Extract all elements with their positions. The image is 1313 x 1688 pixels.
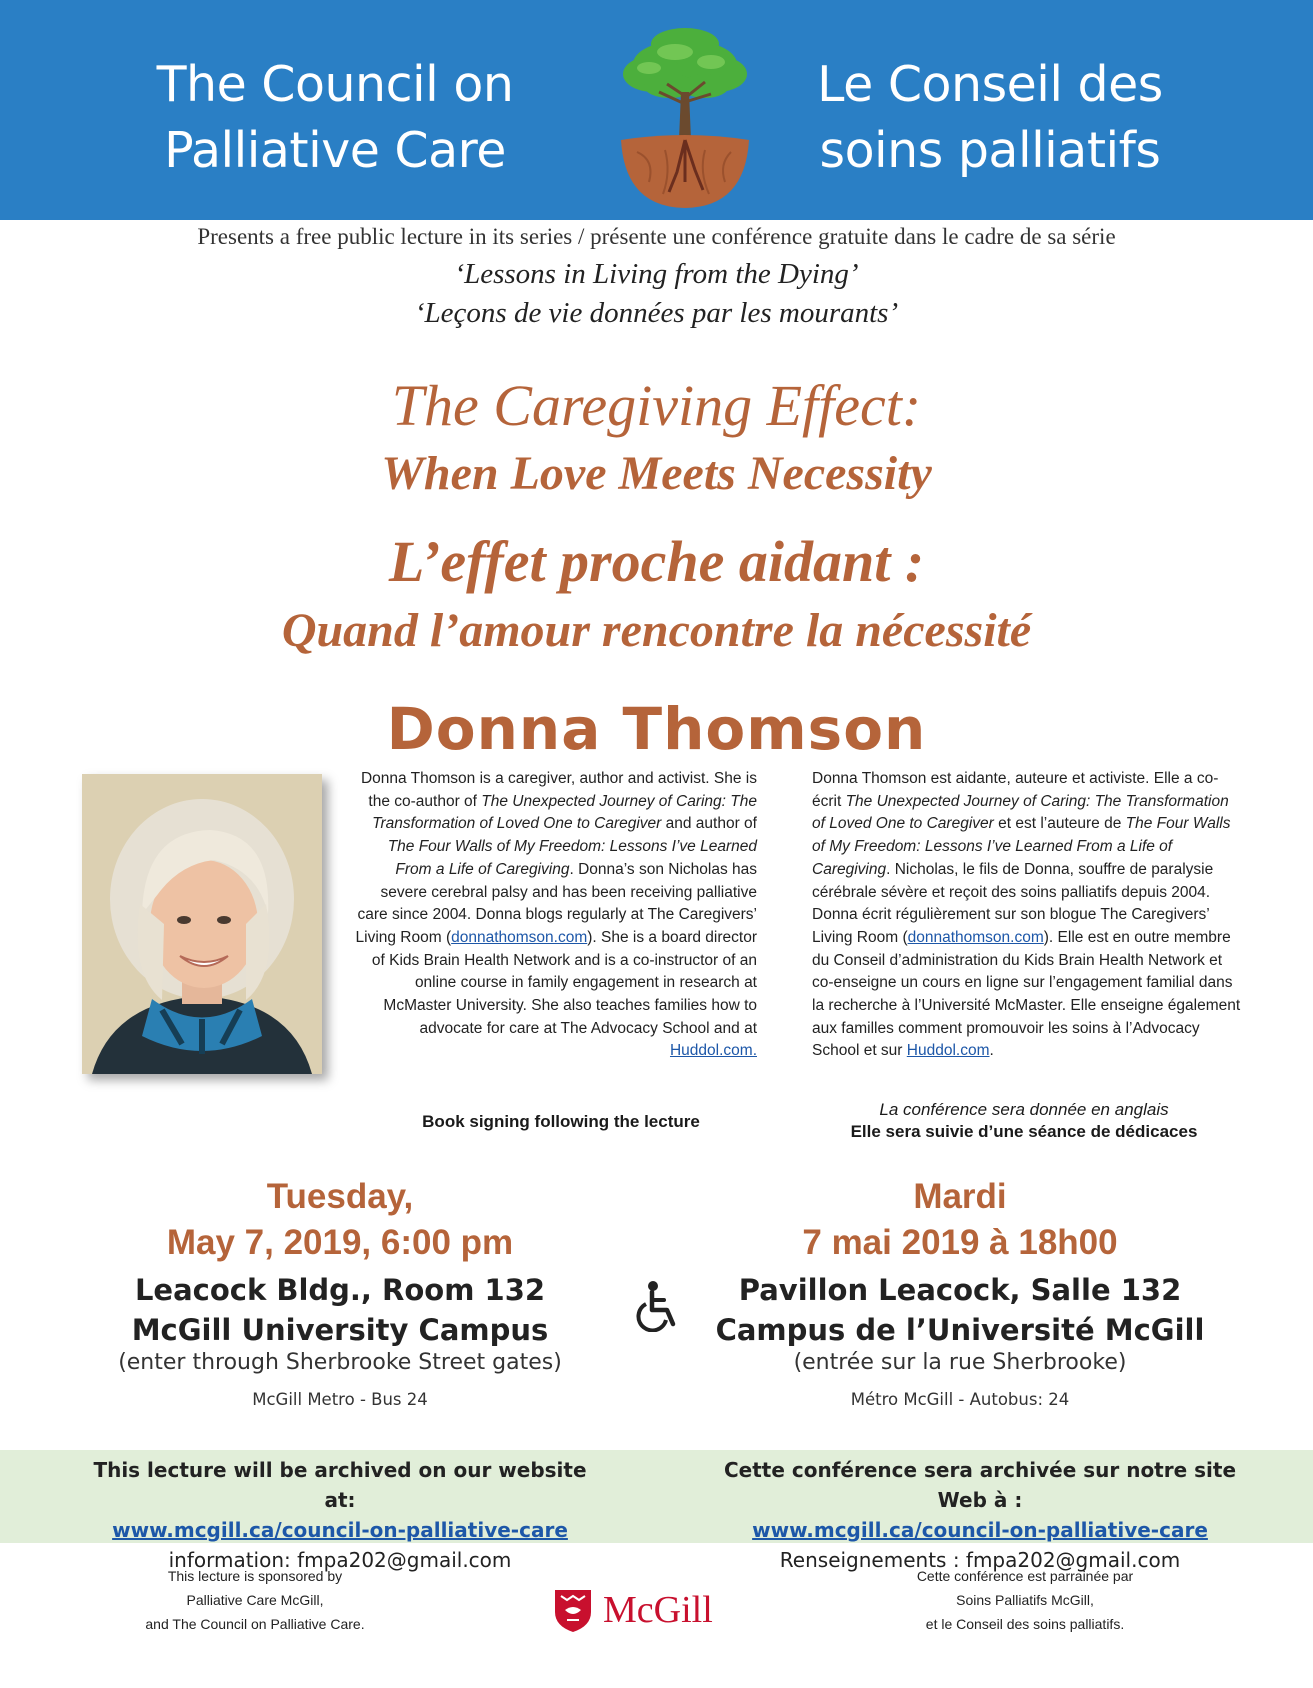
event-datetime-en: May 7, 2019, 6:00 pm	[166, 1223, 514, 1262]
mcgill-logo	[553, 1586, 753, 1636]
speaker-name: Donna Thomson	[386, 695, 927, 763]
mcgill-wordmark: McGill	[603, 1589, 713, 1631]
speaker-portrait	[82, 774, 322, 1074]
series-name-fr: ‘Leçons de vie données par les mourants’	[414, 297, 899, 329]
lecture-title-fr: L’effet proche aidant :	[388, 529, 925, 594]
speaker-bio-fr	[812, 768, 1242, 1063]
bio-en-book-2: The Four Walls of My Freedom: Lessons I’ve Learned From a Life of Caregiving	[387, 838, 757, 878]
event-date-fr	[710, 1174, 1210, 1266]
org-name-fr-line1: Le Conseil des	[817, 56, 1163, 113]
book-signing-fr: Elle sera suivie d’une séance de dédicaces	[850, 1122, 1198, 1141]
transit-en: McGill Metro - Bus 24	[252, 1390, 428, 1409]
sponsor-en-line2: Palliative Care McGill,	[186, 1592, 324, 1608]
bio-fr-text-2: et est l’auteure de	[993, 815, 1126, 833]
org-name-en	[120, 52, 550, 184]
series-name-en: ‘Lessons in Living from the Dying’	[454, 258, 859, 290]
org-name-fr	[775, 52, 1205, 184]
series-intro: Presents a free public lecture in its series / présente une conférence gratuite dans le cadre de sa série	[197, 224, 1116, 249]
speaker-bio-en	[355, 768, 757, 1063]
venue-room-fr: Pavillon Leacock, Salle 132	[738, 1273, 1182, 1307]
venue-fr	[700, 1270, 1220, 1350]
org-name-en-line2: Palliative Care	[164, 122, 506, 179]
bio-fr-book-1: The Unexpected Journey of Caring: The Transformation of Loved One to Caregiver	[812, 792, 1229, 833]
blog-link[interactable]: donnathomson.com	[451, 928, 588, 946]
portrait-illustration	[82, 774, 322, 1074]
lecture-title-en: The Caregiving Effect:	[391, 373, 922, 438]
lecture-language-fr: La conférence sera donnée en anglais	[879, 1100, 1169, 1119]
sponsor-fr-line3: et le Conseil des soins palliatifs.	[925, 1616, 1125, 1632]
venue-campus-fr: Campus de l’Université McGill	[715, 1313, 1205, 1347]
contact-email-fr: Renseignements : fmpa202@gmail.com	[779, 1548, 1181, 1572]
bio-fr-text-3: . Nicholas, le fils de Donna, souffre de paralysie cérébrale sévère et reçoit des soins palliatifs depuis 2004. Donna écrit régulièrement sur son blogue The Caregivers’ Living Room (	[812, 860, 1214, 946]
sponsor-en-line3: and The Council on Palliative Care.	[145, 1616, 365, 1632]
event-datetime-fr: 7 mai 2019 à 18h00	[802, 1223, 1118, 1262]
wheelchair-icon	[633, 1280, 681, 1332]
entrance-en: (enter through Sherbrooke Street gates)	[118, 1350, 562, 1375]
archive-link-en[interactable]: www.mcgill.ca/council-on-palliative-care	[112, 1518, 568, 1542]
venue-en	[90, 1270, 590, 1350]
bio-en-book-1: The Unexpected Journey of Caring: The Transformation of Loved One to Caregiver	[372, 792, 757, 833]
huddol-link[interactable]: Huddol.com.	[669, 1042, 757, 1060]
venue-room-en: Leacock Bldg., Room 132	[134, 1273, 546, 1307]
event-day-fr: Mardi	[913, 1177, 1007, 1216]
archive-link-fr[interactable]: www.mcgill.ca/council-on-palliative-care	[752, 1518, 1208, 1542]
venue-campus-en: McGill University Campus	[131, 1313, 549, 1347]
bio-fr-text-5: .	[989, 1042, 994, 1060]
bio-fr-book-2: The Four Walls of My Freedom: Lessons I’ve Learned From a Life of Caregiving	[812, 815, 1231, 878]
archive-heading-en: This lecture will be archived on our website at:	[93, 1458, 587, 1512]
lecture-subtitle-fr: Quand l’amour rencontre la nécessité	[281, 604, 1032, 657]
sponsor-fr-line1: Cette conférence est parrainée par	[916, 1568, 1134, 1584]
header-band	[0, 0, 1313, 220]
blog-link-fr[interactable]: donnathomson.com	[907, 928, 1044, 946]
bio-en-paragraph	[355, 768, 757, 1063]
org-name-en-line1: The Council on	[156, 56, 514, 113]
bio-en-text-3: . Donna’s son Nicholas has severe cerebral palsy and has been receiving palliative care since 2004. Donna blogs regularly at The Caregivers’ Living Room (	[355, 860, 757, 946]
bio-fr-text-4: ). Elle est en outre membre du Conseil d’administration du Kids Brain Health Network et co-enseigne un cours en ligne sur l’engagement familial dans la recherche à l’Université McMaster. Elle enseigne également aux familles comment promouvoir les soins à l’Advocacy School et sur	[812, 928, 1241, 1060]
book-signing-en: Book signing following the lecture	[422, 1112, 700, 1131]
entrance-fr: (entrée sur la rue Sherbrooke)	[793, 1350, 1127, 1375]
huddol-link-fr[interactable]: Huddol.com	[906, 1042, 990, 1060]
sponsor-note-fr	[885, 1564, 1165, 1636]
archive-info-fr	[700, 1455, 1260, 1575]
bio-en-text-4: ). She is a board director of Kids Brain Health Network and is a co-instructor of an online course in family engagement in research at McMaster University. She also teaches families how to advocate for care at The Advocacy School and at	[371, 928, 757, 1037]
sponsor-note-en	[120, 1564, 390, 1636]
bio-en-text-2: and author of	[661, 815, 757, 833]
sponsor-fr-line2: Soins Palliatifs McGill,	[956, 1592, 1094, 1608]
sponsor-en-line1: This lecture is sponsored by	[167, 1568, 343, 1584]
tree-icon	[615, 22, 755, 212]
bio-fr-paragraph	[812, 768, 1242, 1063]
event-date-en	[90, 1174, 590, 1266]
org-name-fr-line2: soins palliatifs	[819, 122, 1161, 179]
mcgill-shield-icon	[553, 1588, 593, 1634]
bio-en-text-1: Donna Thomson is a caregiver, author and activist. She is the co-author of	[360, 770, 757, 810]
bio-fr-text-1: Donna Thomson est aidante, auteure et activiste. Elle a co-écrit	[812, 770, 1219, 810]
lecture-subtitle-en: When Love Meets Necessity	[381, 447, 932, 500]
event-day-en: Tuesday,	[266, 1177, 414, 1216]
archive-info-en	[80, 1455, 600, 1575]
contact-email-en: information: fmpa202@gmail.com	[168, 1548, 512, 1572]
archive-heading-fr: Cette conférence sera archivée sur notre site Web à :	[723, 1458, 1237, 1512]
transit-fr: Métro McGill - Autobus: 24	[850, 1390, 1070, 1409]
